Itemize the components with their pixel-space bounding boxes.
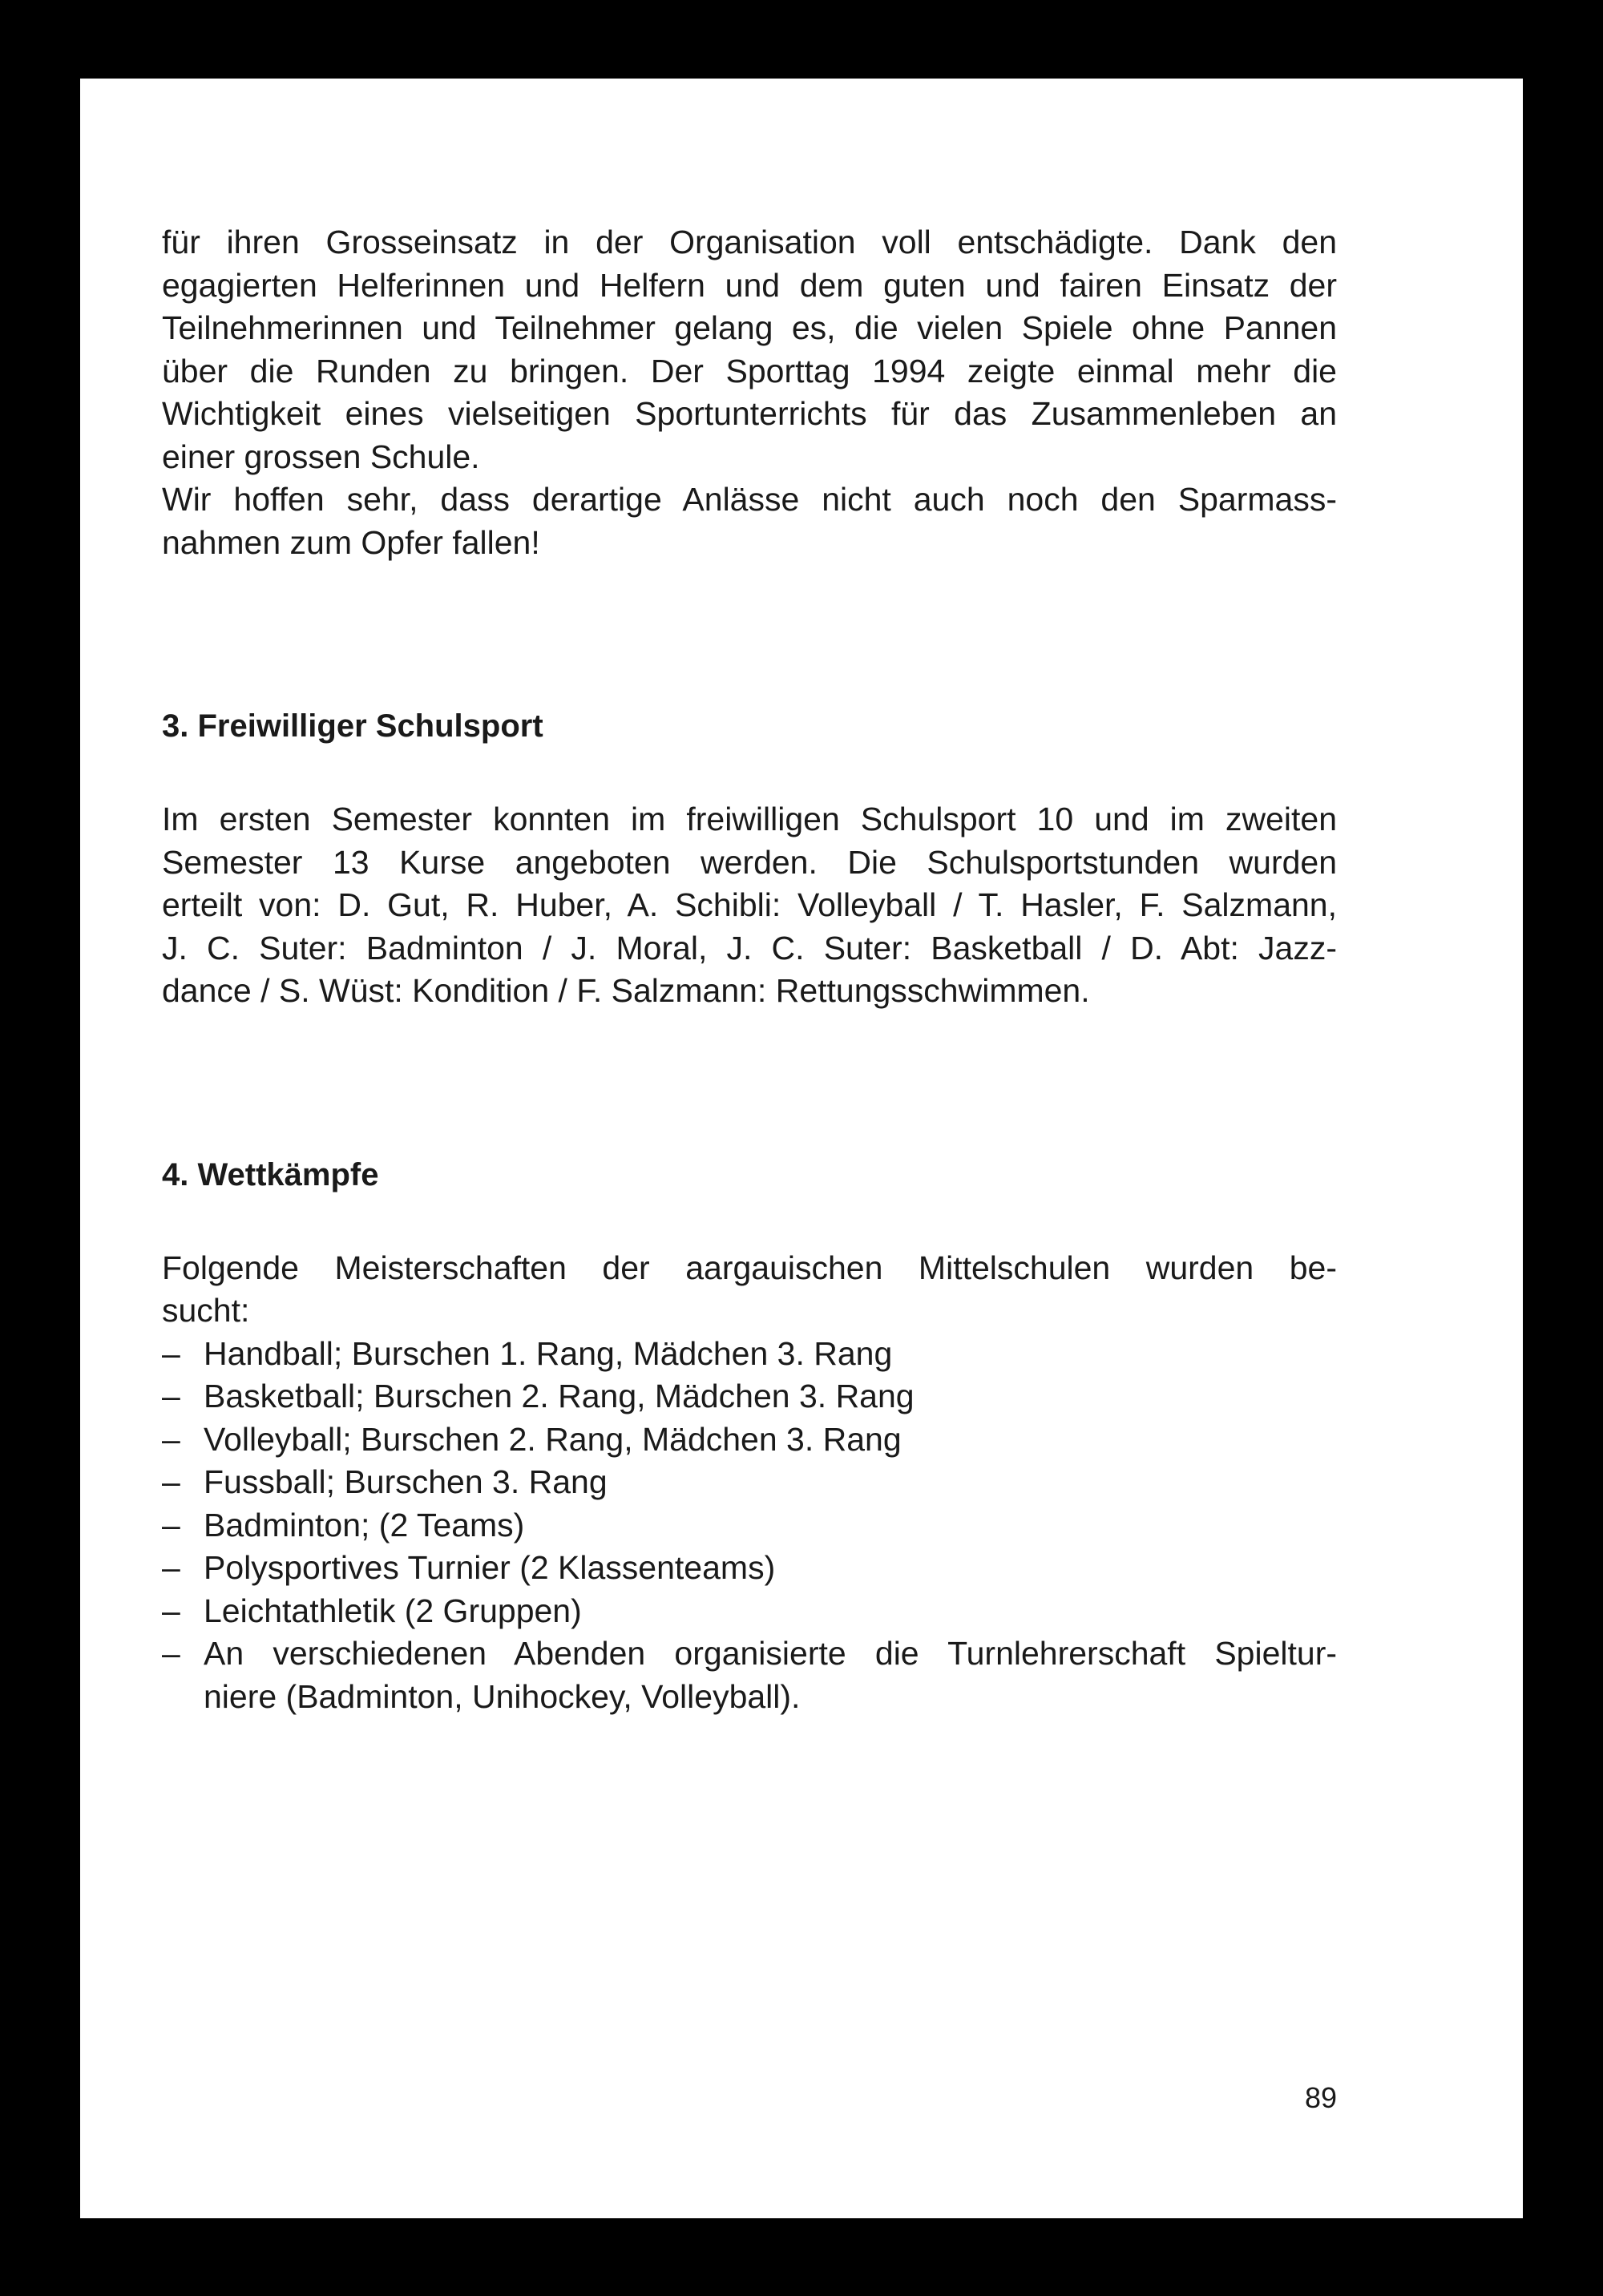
competition-list: [162, 1333, 1337, 1719]
document-page: [80, 79, 1523, 2218]
dash-bullet: –: [162, 1334, 180, 1372]
text-line: dance / S. Wüst: Kondition / F. Salzmann: Rettungsschwimmen.: [162, 972, 1090, 1009]
list-item-text: Badminton; (2 Teams): [204, 1506, 525, 1543]
text-line: einer grossen Schule.: [162, 438, 480, 475]
text-line: erteilt von: D. Gut, R. Huber, A. Schibli: Volleyball / T. Hasler, F. Salzmann,: [162, 886, 1337, 923]
list-item: [162, 1461, 1337, 1504]
dash-bullet: –: [162, 1635, 180, 1672]
list-item: [162, 1632, 1337, 1718]
text-line: über die Runden zu bringen. Der Sporttag 1994 zeigte einmal mehr die: [162, 352, 1337, 389]
text-line: J. C. Suter: Badminton / J. Moral, J. C. Suter: Basketball / D. Abt: Jazz-: [162, 929, 1337, 966]
list-item: [162, 1590, 1337, 1633]
text-line: für ihren Grosseinsatz in der Organisation voll entschädigte. Dank den: [162, 224, 1337, 260]
text-line: Im ersten Semester konnten im freiwilligen Schulsport 10 und im zweiten: [162, 801, 1337, 837]
text-line: egagierten Helferinnen und Helfern und dem guten und fairen Einsatz der: [162, 266, 1337, 304]
list-item-text: Fussball; Burschen 3. Rang: [204, 1463, 608, 1500]
dash-bullet: –: [162, 1549, 180, 1586]
section3-paragraph: [162, 798, 1337, 1013]
list-item: [162, 1375, 1337, 1418]
list-item-text: Polysportives Turnier (2 Klassenteams): [204, 1549, 776, 1586]
list-item: [162, 1418, 1337, 1462]
list-item-text: Volleyball; Burschen 2. Rang, Mädchen 3. Rang: [204, 1420, 902, 1458]
text-line: Teilnehmerinnen und Teilnehmer gelang es, die vielen Spiele ohne Pannen: [162, 309, 1337, 346]
text-line: sucht:: [162, 1292, 250, 1329]
intro-paragraph: [162, 221, 1337, 564]
list-item-text: niere (Badminton, Unihockey, Volleyball).: [204, 1677, 801, 1715]
list-item-text: Handball; Burschen 1. Rang, Mädchen 3. Rang: [204, 1334, 893, 1372]
section4-intro: [162, 1247, 1337, 1333]
list-item-text: Leichtathletik (2 Gruppen): [204, 1592, 582, 1629]
page-number: 89: [1304, 2081, 1337, 2114]
list-item: [162, 1333, 1337, 1376]
text-line: Wir hoffen sehr, dass derartige Anlässe nicht auch noch den Sparmass-: [162, 481, 1337, 518]
text-line: Semester 13 Kurse angeboten werden. Die Schulsportstunden wurden: [162, 843, 1337, 881]
text-line: Folgende Meisterschaften der aargauischen Mittelschulen wurden be-: [162, 1249, 1337, 1286]
dash-bullet: –: [162, 1592, 180, 1629]
list-item: [162, 1547, 1337, 1590]
list-item-text: An verschiedenen Abenden organisierte die Turnlehrerschaft Spieltur-: [204, 1635, 1337, 1672]
dash-bullet: –: [162, 1378, 180, 1414]
dash-bullet: –: [162, 1420, 180, 1458]
text-line: Wichtigkeit eines vielseitigen Sportunterrichts für das Zusammenleben an: [162, 395, 1337, 432]
dash-bullet: –: [162, 1463, 180, 1500]
section-heading-freiwilliger-schulsport: 3. Freiwilliger Schulsport: [162, 708, 543, 744]
list-item: [162, 1504, 1337, 1547]
list-item-text: Basketball; Burschen 2. Rang, Mädchen 3. Rang: [204, 1378, 915, 1414]
page-content: [162, 221, 1337, 1718]
text-line: nahmen zum Opfer fallen!: [162, 523, 540, 561]
section-heading-wettkaempfe: 4. Wettkämpfe: [162, 1156, 379, 1192]
dash-bullet: –: [162, 1506, 180, 1543]
